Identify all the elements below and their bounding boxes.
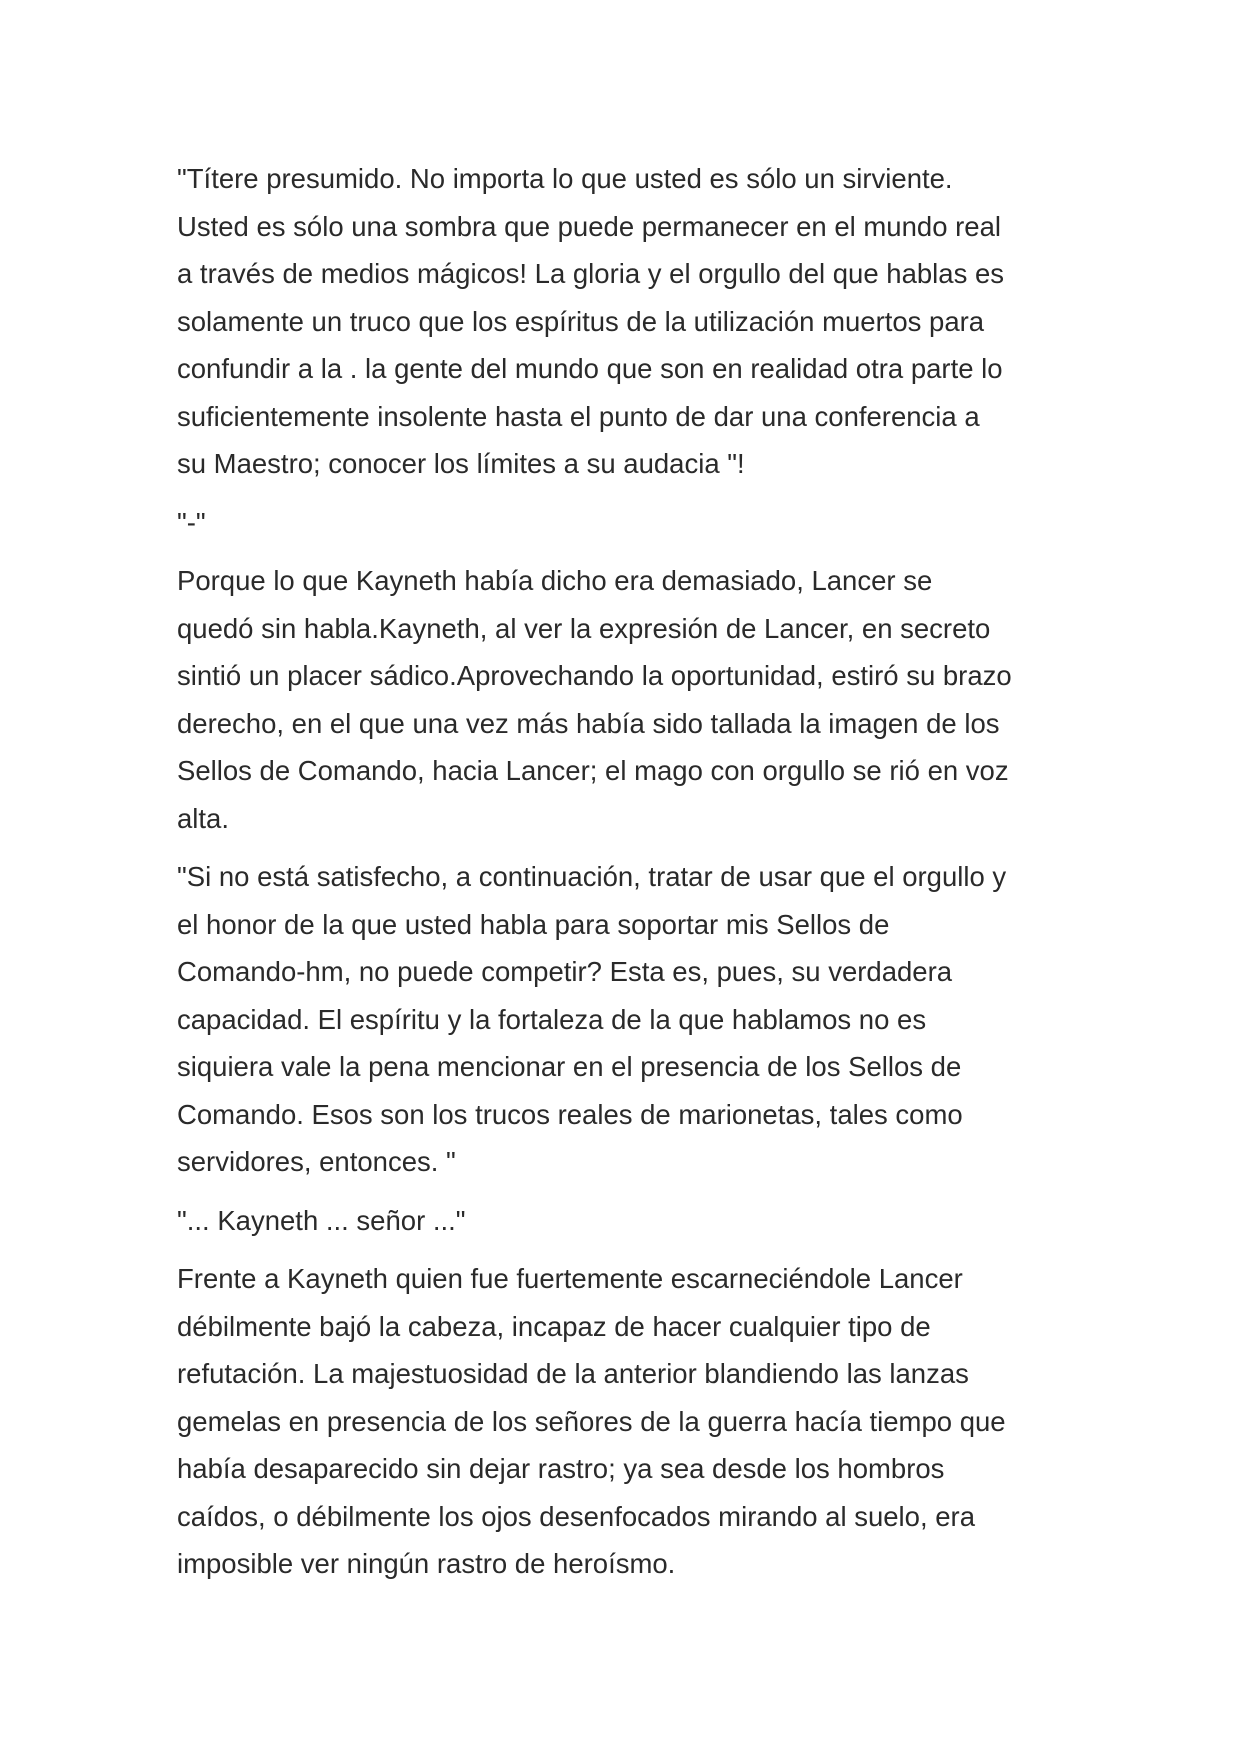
text-line: Comando-hm, no puede competir? Esta es, pues, su verdadera — [177, 956, 953, 987]
paragraph-2 — [177, 499, 1067, 547]
text-line: alta. — [177, 802, 229, 834]
text-line: "-" — [177, 506, 206, 538]
paragraph-1 — [177, 155, 1067, 488]
text-line: había desaparecido sin dejar rastro; ya sea desde los hombros — [177, 1453, 945, 1484]
text-line: el honor de la que usted habla para soportar mis Sellos de — [177, 908, 890, 940]
text-line: "Si no está satisfecho, a continuación, tratar de usar que el orgullo y — [177, 861, 1007, 892]
paragraph-4 — [177, 853, 1067, 1186]
text-line: derecho, en el que una vez más había sido tallada la imagen de los — [177, 707, 1000, 739]
text-line: solamente un truco que los espíritus de la utilización muertos para — [177, 305, 985, 337]
text-line: débilmente bajó la cabeza, incapaz de hacer cualquier tipo de — [177, 1310, 931, 1342]
text-line: quedó sin habla.Kayneth, al ver la expresión de Lancer, en secreto — [177, 612, 991, 644]
paragraph-6 — [177, 1255, 1067, 1588]
text-line: siquiera vale la pena mencionar en el presencia de los Sellos de — [177, 1051, 962, 1082]
text-line: capacidad. El espíritu y la fortaleza de la que hablamos no es — [177, 1003, 927, 1035]
text-line: imposible ver ningún rastro de heroísmo. — [177, 1548, 676, 1579]
text-line: "Títere presumido. No importa lo que usted es sólo un sirviente. — [177, 163, 953, 194]
text-line: "... Kayneth ... señor ..." — [177, 1204, 466, 1236]
text-line: confundir a la . la gente del mundo que son en realidad otra parte lo — [177, 353, 1003, 384]
text-line: suficientemente insolente hasta el punto de dar una conferencia a — [177, 400, 980, 432]
paragraph-5 — [177, 1197, 1067, 1245]
text-line: Porque lo que Kayneth había dicho era demasiado, Lancer se — [177, 565, 933, 596]
text-line: sintió un placer sádico.Aprovechando la oportunidad, estiró su brazo — [177, 660, 1012, 691]
text-line: caídos, o débilmente los ojos desenfocados mirando al suelo, era — [177, 1500, 975, 1532]
text-line: refutación. La majestuosidad de la anterior blandiendo las lanzas — [177, 1358, 969, 1389]
text-line: Frente a Kayneth quien fue fuertemente escarneciéndole Lancer — [177, 1263, 963, 1294]
text-line: su Maestro; conocer los límites a su audacia "! — [177, 448, 745, 479]
text-line: gemelas en presencia de los señores de la guerra hacía tiempo que — [177, 1405, 1006, 1437]
body-text — [177, 155, 1067, 1599]
text-line: servidores, entonces. " — [177, 1146, 456, 1177]
text-line: Comando. Esos son los trucos reales de marionetas, tales como — [177, 1098, 963, 1130]
text-line: a través de medios mágicos! La gloria y el orgullo del que hablas es — [177, 258, 1005, 289]
text-line: Usted es sólo una sombra que puede permanecer en el mundo real — [177, 210, 1001, 242]
text-line: Sellos de Comando, hacia Lancer; el mago con orgullo se rió en voz — [177, 755, 1009, 786]
paragraph-3 — [177, 557, 1067, 842]
